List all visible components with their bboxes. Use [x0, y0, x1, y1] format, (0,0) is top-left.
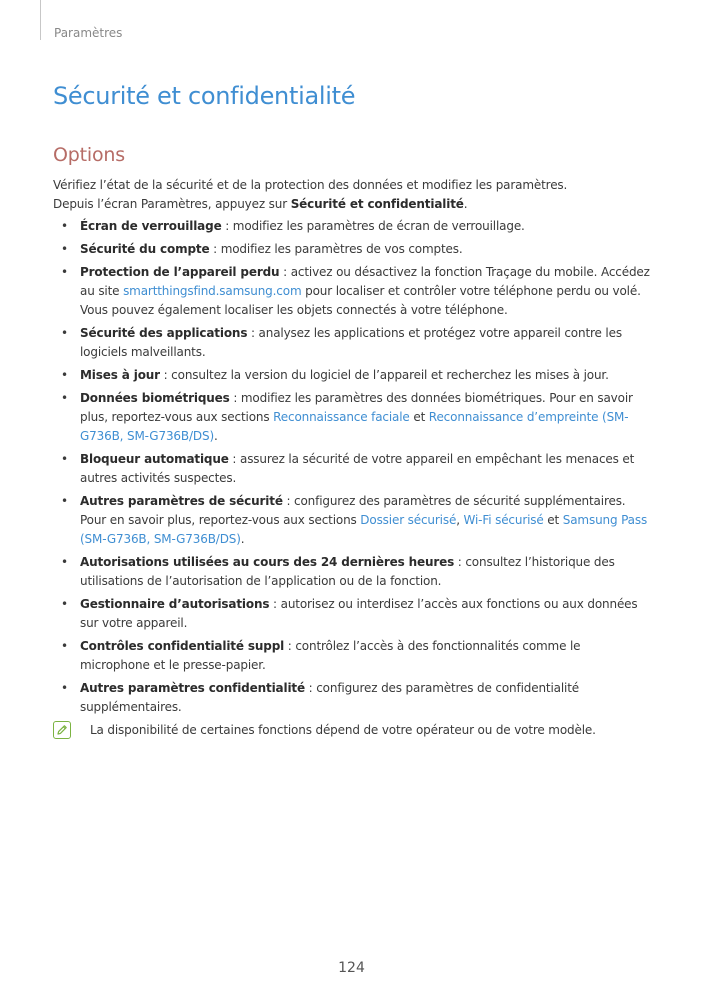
item-description: : configurez des paramètres de sécurité supplémentaires. Pour en savoir plus, reportez-vous aux sections — [80, 494, 626, 527]
page-number: 124 — [338, 960, 365, 976]
item-description: et — [543, 513, 563, 527]
item-term: Autorisations utilisées au cours des 24 dernières heures — [80, 555, 455, 569]
header-divider — [40, 0, 41, 40]
item-description: : configurez des paramètres de confidentialité supplémentaires. — [80, 681, 580, 714]
item-description: : analysez les applications et protégez votre appareil contre les logiciels malveillants. — [80, 326, 622, 359]
item-description: : modifiez les paramètres de vos comptes. — [209, 242, 463, 256]
samsung-pass-link[interactable]: Samsung Pass (SM-G736B, SM-G736B/DS) — [80, 513, 648, 546]
section-title: Options — [53, 144, 125, 166]
item-description: . — [240, 532, 245, 546]
list-item — [53, 389, 653, 446]
list-item — [53, 492, 653, 549]
item-description: : consultez la version du logiciel de l’appareil et recherchez les mises à jour. — [159, 368, 609, 382]
bullet: • — [61, 242, 68, 256]
item-term: Données biométriques — [80, 391, 230, 405]
list-item — [53, 679, 653, 717]
intro-line-2: Depuis l’écran Paramètres, appuyez sur Sécurité et confidentialité. — [53, 197, 468, 211]
item-description: : assurez la sécurité de votre appareil en empêchant les menaces et autres activités suspectes. — [80, 452, 635, 485]
item-term: Mises à jour — [80, 368, 160, 382]
item-description: pour localiser et contrôler votre téléphone perdu ou volé. Vous pouvez également localiser les objets connectés à votre téléphone. — [80, 284, 641, 317]
item-description: et — [409, 410, 429, 424]
intro-path-bold: Sécurité et confidentialité — [290, 197, 464, 211]
item-description: . — [213, 429, 218, 443]
options-list — [53, 217, 653, 717]
secure-folder-link[interactable]: Dossier sécurisé — [360, 513, 457, 527]
item-term: Contrôles confidentialité suppl — [80, 639, 285, 653]
note — [53, 721, 653, 740]
secure-wifi-link[interactable]: Wi-Fi sécurisé — [463, 513, 544, 527]
bullet: • — [61, 326, 68, 340]
fingerprint-link[interactable]: Reconnaissance d’empreinte (SM-G736B, SM-G736B/DS) — [80, 410, 629, 443]
list-item — [53, 366, 653, 385]
item-description: : consultez l’historique des utilisations de l’autorisation de l’application ou de la fonction. — [80, 555, 615, 588]
item-term: Autres paramètres confidentialité — [80, 681, 306, 695]
smartthings-link[interactable]: smartthingsfind.samsung.com — [123, 284, 302, 298]
list-item — [53, 240, 653, 259]
item-description: : contrôlez l’accès à des fonctionnalités comme le microphone et le presse-papier. — [80, 639, 581, 672]
list-item — [53, 595, 653, 633]
intro-line-1: Vérifiez l’état de la sécurité et de la protection des données et modifiez les paramètres. — [53, 178, 568, 192]
item-term: Gestionnaire d’autorisations — [80, 597, 270, 611]
list-item — [53, 324, 653, 362]
item-term: Autres paramètres de sécurité — [80, 494, 283, 508]
bullet: • — [61, 597, 68, 611]
bullet: • — [61, 452, 68, 466]
bullet: • — [61, 494, 68, 508]
note-pencil-icon — [53, 721, 71, 739]
item-description: : autorisez ou interdisez l’accès aux fonctions ou aux données sur votre appareil. — [80, 597, 638, 630]
list-item — [53, 217, 653, 236]
main-content — [53, 176, 653, 740]
item-term: Protection de l’appareil perdu — [80, 265, 280, 279]
item-term: Bloqueur automatique — [80, 452, 229, 466]
page-title: Sécurité et confidentialité — [53, 82, 356, 110]
running-header: Paramètres — [54, 26, 123, 40]
bullet: • — [61, 265, 68, 279]
list-item — [53, 637, 653, 675]
item-description: : activez ou désactivez la fonction Traçage du mobile. Accédez au site — [80, 265, 650, 298]
item-term: Écran de verrouillage — [80, 219, 222, 233]
note-text: La disponibilité de certaines fonctions dépend de votre opérateur ou de votre modèle. — [90, 723, 596, 737]
list-item — [53, 450, 653, 488]
item-description: , — [456, 513, 464, 527]
bullet: • — [61, 681, 68, 695]
list-item — [53, 553, 653, 591]
face-recognition-link[interactable]: Reconnaissance faciale — [273, 410, 410, 424]
bullet: • — [61, 555, 68, 569]
item-term: Sécurité des applications — [80, 326, 248, 340]
item-description: : modifiez les paramètres des données biométriques. Pour en savoir plus, reportez-vous aux sections — [80, 391, 633, 424]
item-term: Sécurité du compte — [80, 242, 210, 256]
bullet: • — [61, 219, 68, 233]
bullet: • — [61, 391, 68, 405]
bullet: • — [61, 639, 68, 653]
list-item — [53, 263, 653, 320]
item-description: : modifiez les paramètres de écran de verrouillage. — [221, 219, 525, 233]
bullet: • — [61, 368, 68, 382]
